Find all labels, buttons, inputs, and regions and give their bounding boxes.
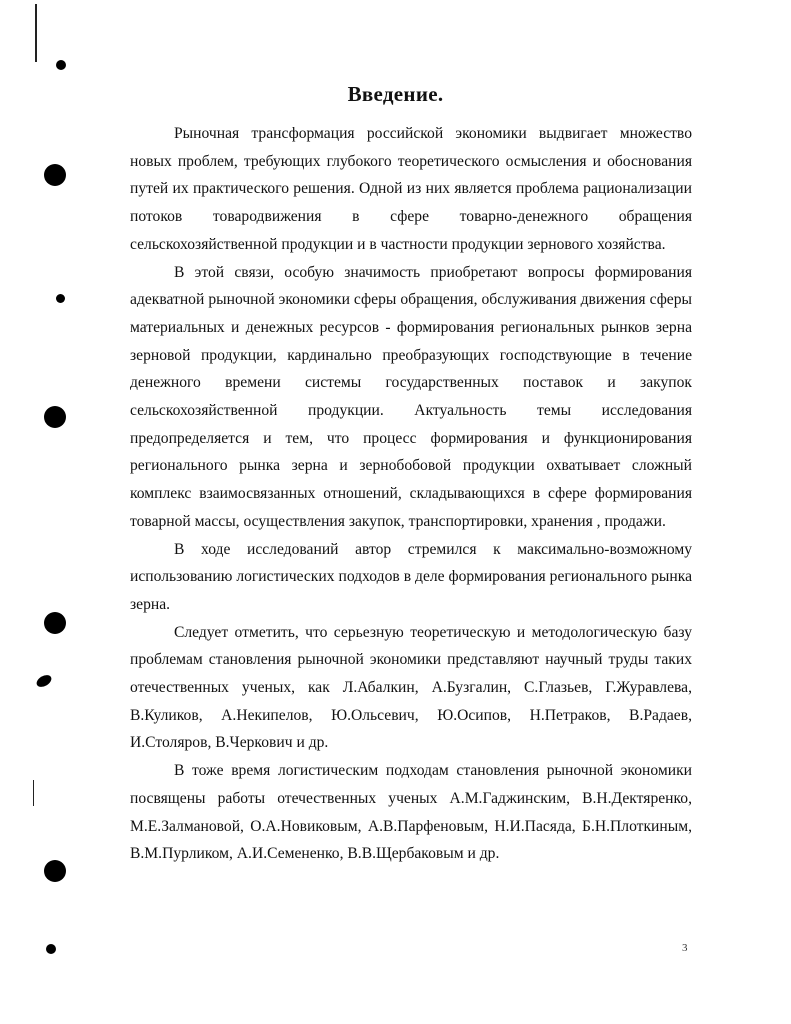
paragraph: В тоже время логистическим подходам становления рыночной экономики посвящены работы отечественных ученых А.М.Гаджинским, В.Н.Дектяренко, М.Е.Залмановой, О.А.Новиковым, А.В.Парфеновым, Н.И.Пасяда, Б.Н.Плоткиным, В.М.Пурликом, А.И.Семененко, В.В.Щербаковым и др. (130, 762, 692, 863)
paragraph: Следует отметить, что серьезную теоретическую и методологическую базу проблемам становления рыночной экономики представляют научный труды таких отечественных ученых, как Л.Абалкин, А.Бузгалин, С.Глазьев, Г.Журавлева, В.Куликов, А.Некипелов, Ю.Ольсевич, Ю.Осипов, Н.Петраков, В.Радаев, И.Столяров, В.Черкович и др. (130, 623, 692, 752)
binder-hole (46, 944, 56, 954)
binder-hole (44, 406, 66, 428)
binder-hole (44, 164, 66, 186)
binder-hole (35, 673, 54, 690)
scan-edge-line (33, 780, 34, 806)
binder-hole (56, 294, 65, 303)
binder-hole (44, 860, 66, 882)
page-title: Введение. (347, 82, 444, 106)
binder-hole (56, 60, 66, 70)
page-number: 3 (682, 942, 688, 954)
paragraph: В ходе исследований автор стремился к максимально-возможному использованию логистических подходов в деле формирования регионального рынка зерна. (130, 540, 692, 613)
paragraph: Рыночная трансформация российской экономики выдвигает множество новых проблем, требующих глубокого теоретического осмысления и обоснования путей их практического решения. Одной из них является проблема рационализации потоков товародвижения в сфере товарно-денежного обращения сельскохозяйственной продукции и в частности продукции зернового хозяйства. (130, 125, 692, 253)
paragraph: В этой связи, особую значимость приобретают вопросы формирования адекватной рыночной экономики сферы обращения, обслуживания движения сферы материальных и денежных ресурсов - формирования региональных рынков зерна зерновой продукции, кардинально преобразующих господствующие в течение денежного времени системы государственных поставок и закупок сельскохозяйственной продукции. Актуальность темы исследования предопределяется и тем, что процесс формирования и функционирования регионального рынка зерна и зернобобовой продукции охватывает сложный комплекс взаимосвязанных отношений, складывающихся в сфере формирования товарной массы, осуществления закупок, транспортировки, хранения , продажи. (130, 263, 692, 530)
scan-edge-line (35, 4, 37, 62)
body-text (130, 120, 692, 868)
binder-hole (44, 612, 66, 634)
